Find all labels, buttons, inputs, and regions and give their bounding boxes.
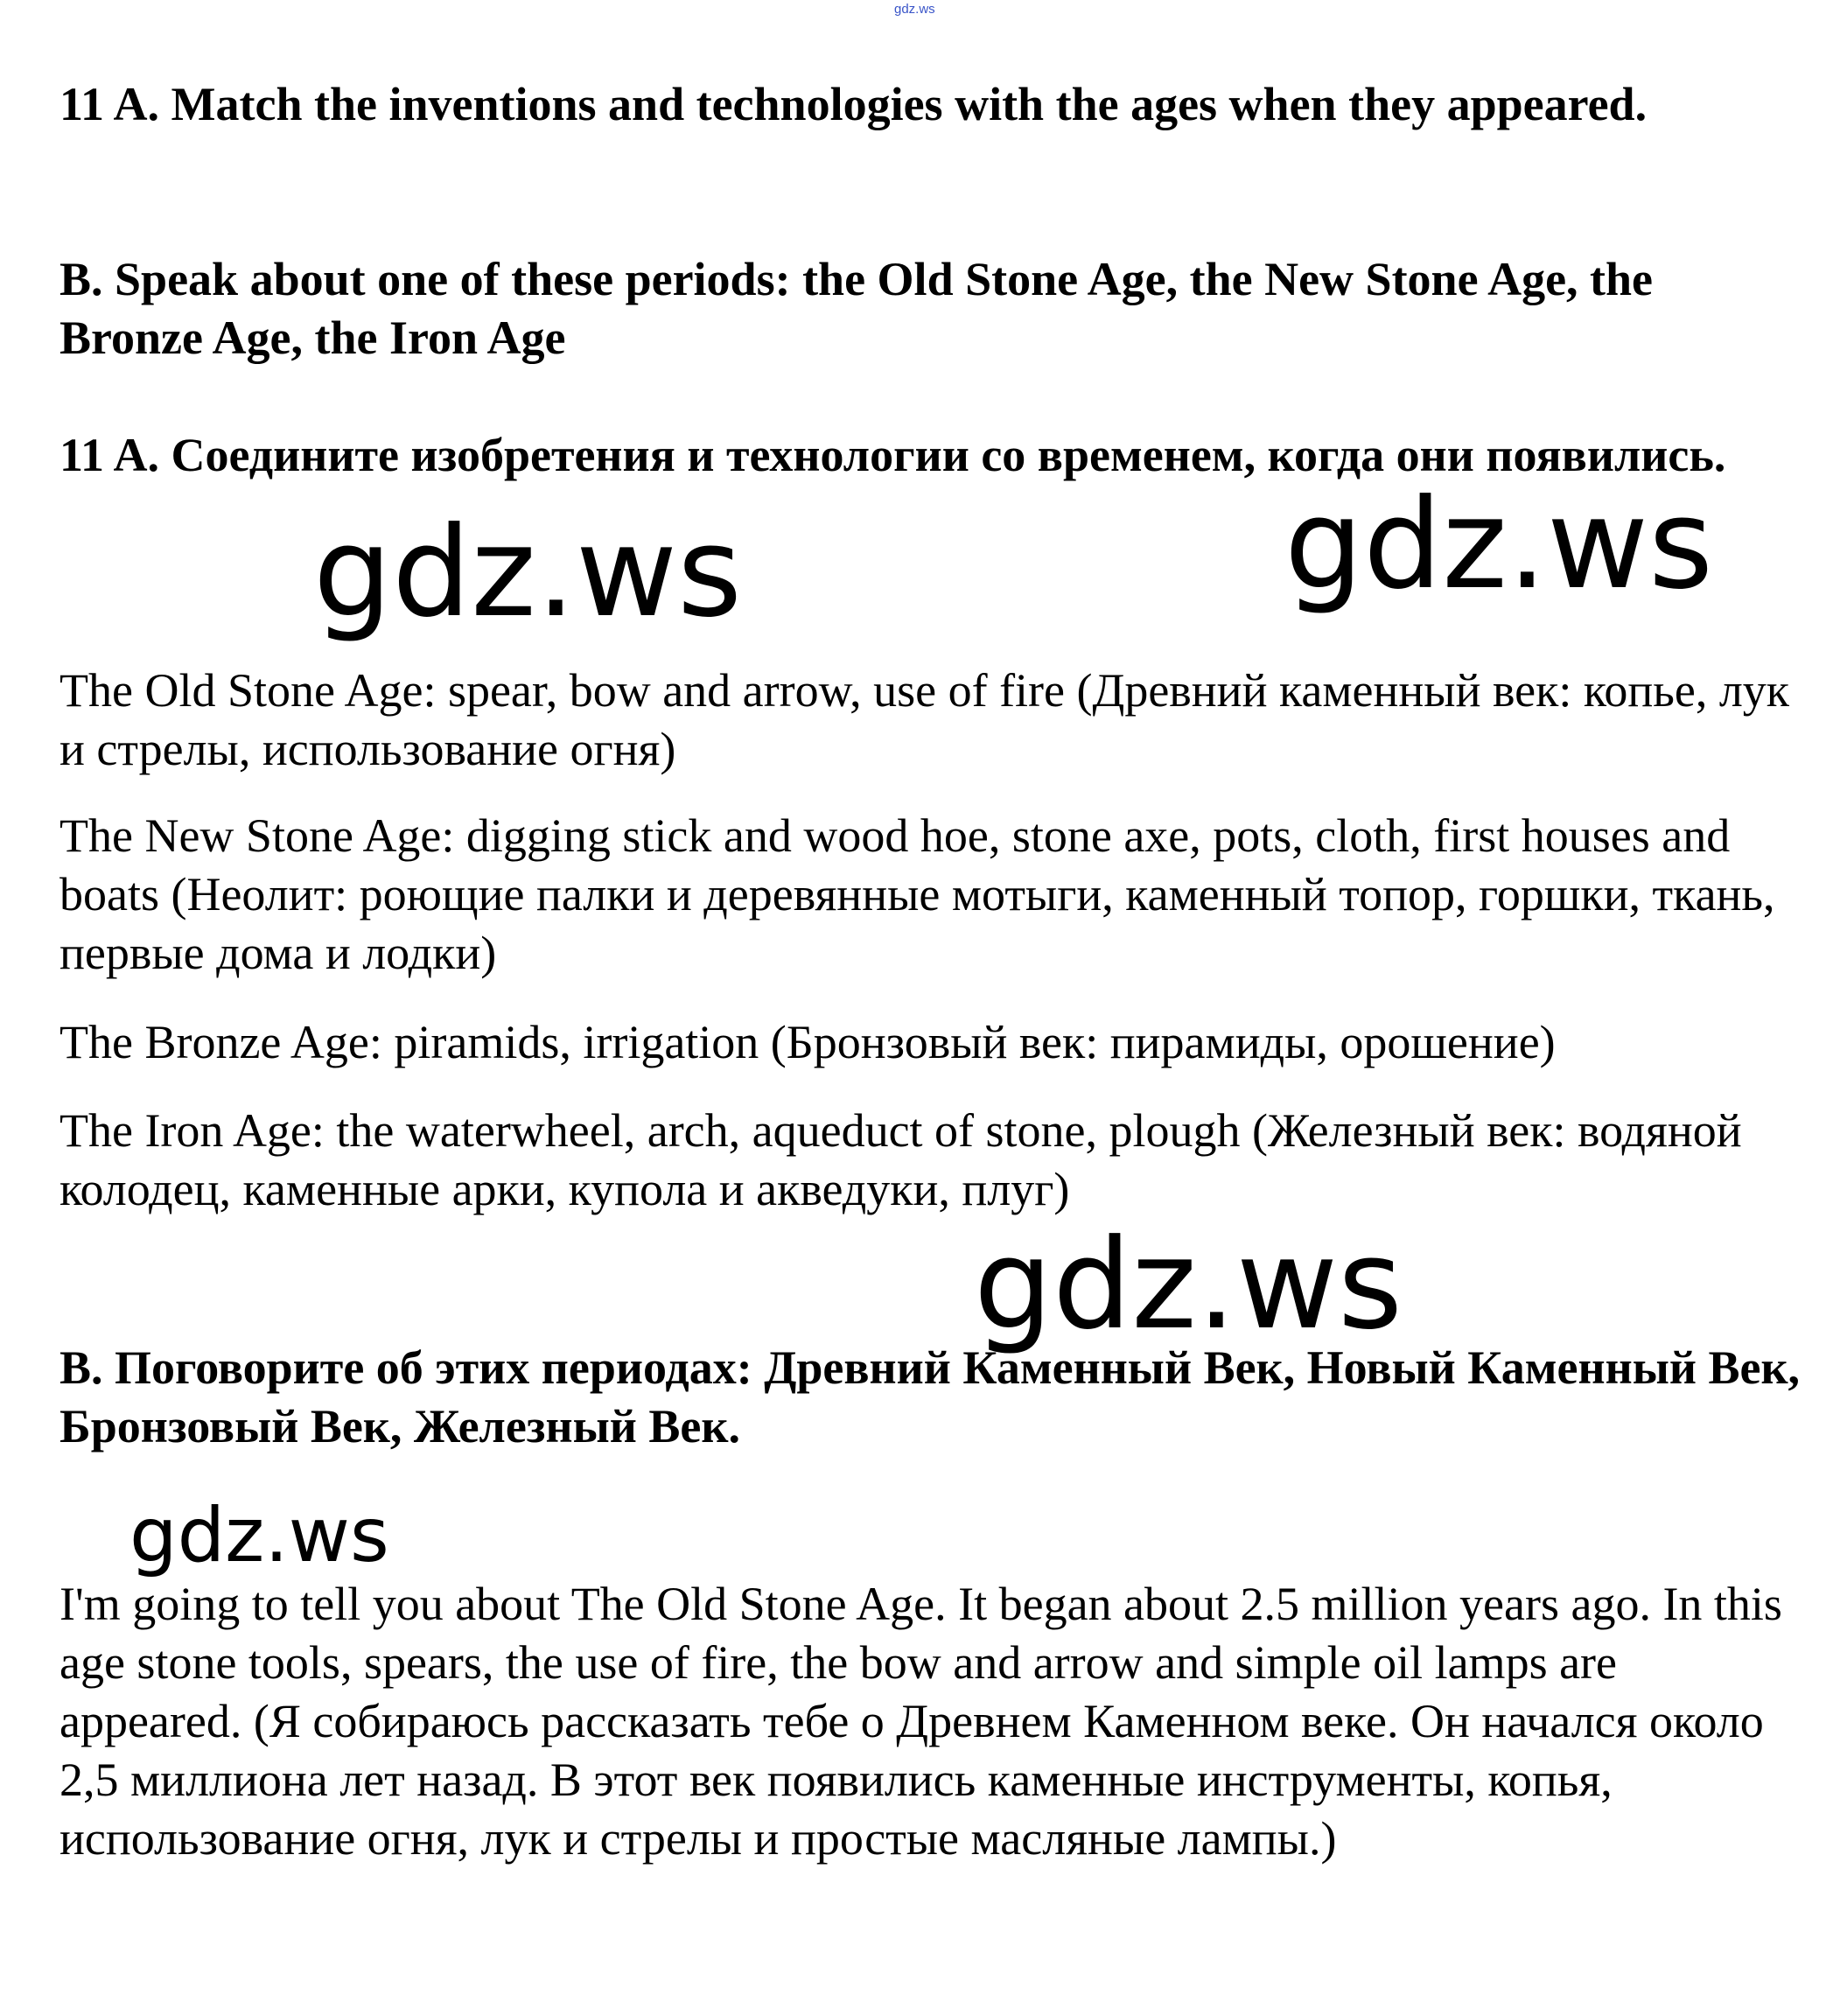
answer-iron-age: The Iron Age: the waterwheel, arch, aqueduct of stone, plough (Железный век: водяной колодец, каменные арки, купола и акведуки, плуг) xyxy=(59,1104,1742,1215)
watermark-logo: gdz.ws xyxy=(974,1213,1403,1357)
watermark-logo: gdz.ws xyxy=(1284,472,1714,617)
task-11a-russian: 11 A. Соедините изобретения и технологии со временем, когда они появились. xyxy=(59,429,1726,481)
answer-new-stone-age: The New Stone Age: digging stick and wood hoe, stone axe, pots, cloth, first houses and boats (Неолит: роющие палки и деревянные мотыги, каменный топор, горшки, ткань, первые дома и лодки) xyxy=(59,809,1775,979)
watermark-logo: gdz.ws xyxy=(129,1492,389,1579)
speech-old-stone-age: I'm going to tell you about The Old Stone Age. It began about 2.5 million years ago. In this age stone tools, spears, the use of fire, the bow and arrow and simple oil lamps are appeared. (Я собираюсь рассказать тебе о Древнем Каменном веке. Он начался около 2,5 миллиона лет назад. В этот век появились каменные инструменты, копья, использование огня, лук и стрелы и простые масляные лампы.) xyxy=(59,1578,1782,1865)
top-watermark: gdz.ws xyxy=(894,2,935,17)
answer-old-stone-age: The Old Stone Age: spear, bow and arrow, use of fire (Древний каменный век: копье, лук и стрелы, использование огня) xyxy=(59,664,1790,775)
task-b-english: B. Speak about one of these periods: the Old Stone Age, the New Stone Age, the Bronze Age, the Iron Age xyxy=(59,253,1654,364)
task-b-russian: B. Поговорите об этих периодах: Древний Каменный Век, Новый Каменный Век, Бронзовый Век, Железный Век. xyxy=(59,1341,1801,1452)
answer-bronze-age: The Bronze Age: piramids, irrigation (Бронзовый век: пирамиды, орошение) xyxy=(59,1016,1556,1068)
task-11a-english: 11 A. Match the inventions and technologies with the ages when they appeared. xyxy=(59,78,1648,130)
watermark-logo: gdz.ws xyxy=(313,500,743,645)
